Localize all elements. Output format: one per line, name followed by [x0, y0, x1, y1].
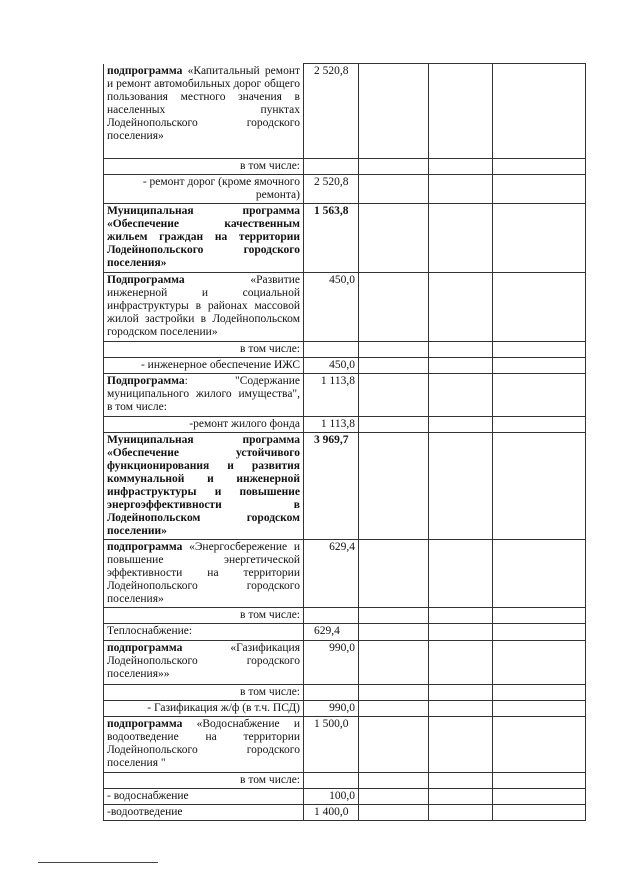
empty-cell — [359, 717, 429, 773]
table-row — [104, 789, 586, 805]
empty-cell — [359, 624, 429, 641]
table-row — [104, 717, 586, 773]
row-name: -водоотведение — [104, 805, 304, 821]
row-value: 2 520,8 — [304, 64, 359, 159]
row-value — [304, 159, 359, 175]
empty-cell — [359, 701, 429, 717]
empty-cell — [359, 64, 429, 159]
empty-cell — [429, 358, 493, 374]
subprogram-label: подпрограмма — [107, 718, 183, 730]
empty-cell — [359, 175, 429, 204]
row-name: Подпрограмма «Развитие инженерной и социальной инфраструктуры в районах массовой жилой застройки в Лодейнопольском городском поселении» — [104, 273, 304, 342]
empty-cell — [359, 417, 429, 433]
empty-cell — [429, 417, 493, 433]
empty-cell — [429, 685, 493, 701]
empty-cell — [493, 701, 586, 717]
empty-cell — [429, 608, 493, 624]
table-row — [104, 685, 586, 701]
empty-cell — [429, 624, 493, 641]
empty-cell — [493, 204, 586, 273]
empty-cell — [493, 64, 586, 159]
row-name: Подпрограмма: "Содержание муниципального жилого имущества", в том числе: — [104, 374, 304, 417]
table-row — [104, 175, 586, 204]
empty-cell — [493, 789, 586, 805]
row-value: 100,0 — [304, 789, 359, 805]
row-name: - инженерное обеспечение ИЖС — [104, 358, 304, 374]
row-value — [304, 608, 359, 624]
row-value: 1 500,0 — [304, 717, 359, 773]
table-row — [104, 342, 586, 358]
row-name: в том числе: — [104, 159, 304, 175]
empty-cell — [359, 204, 429, 273]
empty-cell — [493, 608, 586, 624]
empty-cell — [493, 358, 586, 374]
empty-cell — [359, 433, 429, 540]
empty-cell — [429, 540, 493, 608]
table-row — [104, 608, 586, 624]
table-row — [104, 701, 586, 717]
row-value — [304, 685, 359, 701]
budget-table-body — [104, 64, 586, 821]
footnote-separator — [38, 862, 158, 863]
empty-cell — [429, 159, 493, 175]
row-name: - ремонт дорог (кроме ямочного ремонта) — [104, 175, 304, 204]
empty-cell — [493, 374, 586, 417]
empty-cell — [359, 342, 429, 358]
empty-cell — [359, 358, 429, 374]
empty-cell — [359, 685, 429, 701]
empty-cell — [359, 273, 429, 342]
row-name: в том числе: — [104, 342, 304, 358]
empty-cell — [359, 540, 429, 608]
table-row — [104, 159, 586, 175]
table-row — [104, 641, 586, 685]
empty-cell — [493, 540, 586, 608]
subprogram-label: Подпрограмма — [107, 274, 185, 286]
row-name: подпрограмма «Капитальный ремонт и ремонт автомобильных дорог общего пользования местного значения в населенных пунктах Лодейнопольского городского поселения» — [104, 64, 304, 159]
subprogram-label: Подпрограмма — [107, 375, 185, 387]
empty-cell — [359, 374, 429, 417]
table-row — [104, 433, 586, 540]
table-row — [104, 204, 586, 273]
row-value: 1 563,8 — [304, 204, 359, 273]
table-row — [104, 374, 586, 417]
empty-cell — [429, 789, 493, 805]
row-name: Муниципальная программа «Обеспечение устойчивого функционирования и развития коммунальной и инженерной инфраструктуры и повышение энергоэффективности в Лодейнопольском городском поселении» — [104, 433, 304, 540]
empty-cell — [493, 717, 586, 773]
budget-table — [103, 63, 586, 821]
empty-cell — [429, 641, 493, 685]
empty-cell — [429, 175, 493, 204]
empty-cell — [429, 374, 493, 417]
row-value: 2 520,8 — [304, 175, 359, 204]
empty-cell — [493, 159, 586, 175]
row-name: Муниципальная программа «Обеспечение качественным жильем граждан на территории Лодейнопольского городского поселения» — [104, 204, 304, 273]
empty-cell — [429, 342, 493, 358]
row-value: 1 113,8 — [304, 374, 359, 417]
row-value — [304, 342, 359, 358]
empty-cell — [359, 608, 429, 624]
table-row — [104, 64, 586, 159]
empty-cell — [359, 773, 429, 789]
empty-cell — [493, 685, 586, 701]
table-row — [104, 273, 586, 342]
row-value: 3 969,7 — [304, 433, 359, 540]
table-row — [104, 624, 586, 641]
row-name: в том числе: — [104, 685, 304, 701]
empty-cell — [429, 64, 493, 159]
empty-cell — [493, 175, 586, 204]
empty-cell — [359, 805, 429, 821]
empty-cell — [493, 433, 586, 540]
empty-cell — [429, 433, 493, 540]
empty-cell — [493, 624, 586, 641]
row-value: 450,0 — [304, 273, 359, 342]
subprogram-label: подпрограмма — [107, 541, 183, 553]
subprogram-label: подпрограмма — [107, 642, 183, 654]
row-name: в том числе: — [104, 608, 304, 624]
subprogram-label: подпрограмма — [107, 64, 183, 77]
row-name: -ремонт жилого фонда — [104, 417, 304, 433]
row-value: 1 113,8 — [304, 417, 359, 433]
table-row — [104, 773, 586, 789]
empty-cell — [493, 773, 586, 789]
empty-cell — [429, 805, 493, 821]
row-value: 1 400,0 — [304, 805, 359, 821]
row-name: подпрограмма «Водоснабжение и водоотведение на территории Лодейнопольского городского поселения " — [104, 717, 304, 773]
empty-cell — [429, 773, 493, 789]
row-value: 990,0 — [304, 641, 359, 685]
row-name: подпрограмма «Энергосбережение и повышение энергетической эффективности на территории Лодейнопольского городского поселения» — [104, 540, 304, 608]
empty-cell — [359, 641, 429, 685]
empty-cell — [493, 805, 586, 821]
table-row — [104, 358, 586, 374]
empty-cell — [359, 789, 429, 805]
row-name: в том числе: — [104, 773, 304, 789]
empty-cell — [493, 417, 586, 433]
empty-cell — [493, 273, 586, 342]
table-row — [104, 417, 586, 433]
row-value: 450,0 — [304, 358, 359, 374]
empty-cell — [429, 717, 493, 773]
table-row — [104, 540, 586, 608]
empty-cell — [429, 273, 493, 342]
row-name: - водоснабжение — [104, 789, 304, 805]
row-name: подпрограмма «Газификация Лодейнопольского городского поселения»» — [104, 641, 304, 685]
row-value — [304, 773, 359, 789]
row-value: 629,4 — [304, 624, 359, 641]
empty-cell — [493, 641, 586, 685]
empty-cell — [493, 342, 586, 358]
empty-cell — [359, 159, 429, 175]
row-name: Теплоснабжение: — [104, 624, 304, 641]
row-name: - Газификация ж/ф (в т.ч. ПСД) — [104, 701, 304, 717]
table-row — [104, 805, 586, 821]
empty-cell — [429, 701, 493, 717]
empty-cell — [429, 204, 493, 273]
row-value: 990,0 — [304, 701, 359, 717]
row-value: 629,4 — [304, 540, 359, 608]
